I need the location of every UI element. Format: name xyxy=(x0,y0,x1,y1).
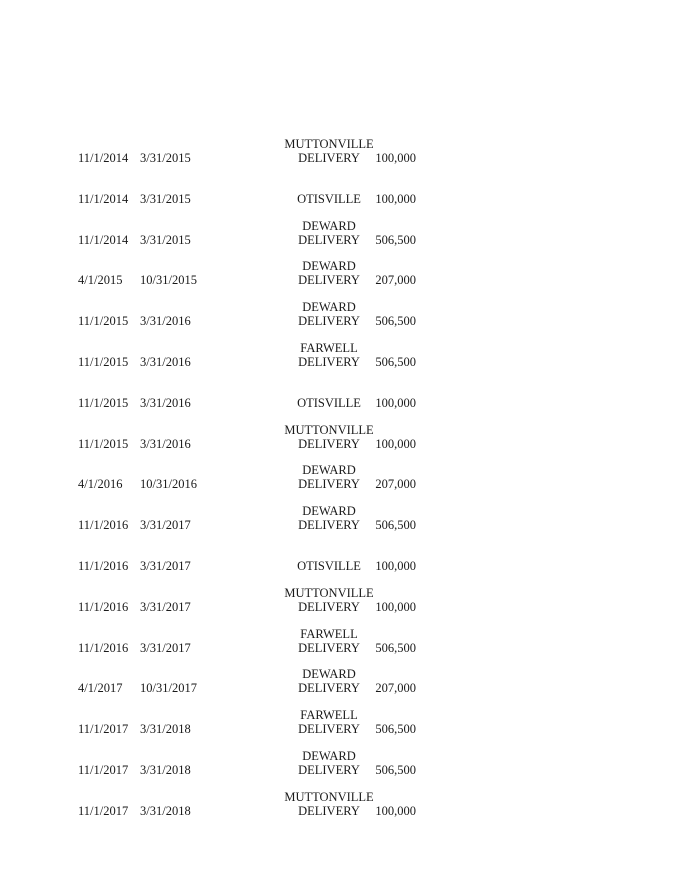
quantity: 506,500 xyxy=(375,763,416,777)
location-line: FARWELL xyxy=(300,341,358,355)
end-date: 3/31/2016 xyxy=(140,314,191,329)
quantity: 207,000 xyxy=(375,477,416,492)
location-line: DEWARD xyxy=(302,667,356,682)
start-date: 11/1/2015 xyxy=(78,436,129,451)
location-line: MUTTONVILLE xyxy=(284,422,374,437)
location-line: MUTTONVILLE xyxy=(284,585,374,600)
table-row xyxy=(0,411,680,451)
start-date: 11/1/2014 xyxy=(78,232,129,247)
start-date: 11/1/2014 xyxy=(78,191,129,206)
location-line: DEWARD xyxy=(302,218,356,233)
end-date: 3/31/2016 xyxy=(140,395,191,410)
quantity: 100,000 xyxy=(375,191,416,206)
end-date: 10/31/2016 xyxy=(140,477,197,492)
end-date: 10/31/2015 xyxy=(140,273,197,288)
location-line: DEWARD xyxy=(302,749,356,763)
start-date: 4/1/2017 xyxy=(78,681,123,696)
quantity: 207,000 xyxy=(375,273,416,288)
quantity: 100,000 xyxy=(375,151,416,165)
end-date: 3/31/2018 xyxy=(140,803,191,818)
start-date: 11/1/2017 xyxy=(78,803,129,818)
quantity: 506,500 xyxy=(375,314,416,329)
quantity: 506,500 xyxy=(375,355,416,369)
start-date: 11/1/2015 xyxy=(78,395,129,410)
location-line: DELIVERY xyxy=(298,232,360,247)
quantity: 506,500 xyxy=(375,722,416,737)
location-line: DEWARD xyxy=(302,300,356,315)
location-line: OTISVILLE xyxy=(297,559,361,573)
quantity: 100,000 xyxy=(375,395,416,410)
end-date: 10/31/2017 xyxy=(140,681,197,696)
table-row xyxy=(0,696,680,736)
table-row xyxy=(0,370,680,410)
start-date: 11/1/2016 xyxy=(78,559,129,573)
location-line: DELIVERY xyxy=(298,273,360,288)
quantity: 506,500 xyxy=(375,518,416,533)
table-row xyxy=(0,492,680,532)
start-date: 11/1/2016 xyxy=(78,640,129,655)
location-line: DELIVERY xyxy=(298,314,360,329)
table-row xyxy=(0,778,680,818)
end-date: 3/31/2018 xyxy=(140,763,191,777)
start-date: 11/1/2017 xyxy=(78,763,129,777)
location-line: MUTTONVILLE xyxy=(284,789,374,804)
table-row xyxy=(0,737,680,777)
quantity: 100,000 xyxy=(375,599,416,614)
table-row xyxy=(0,247,680,287)
table-row xyxy=(0,288,680,328)
quantity: 506,500 xyxy=(375,640,416,655)
end-date: 3/31/2018 xyxy=(140,722,191,737)
table-row xyxy=(0,125,680,165)
start-date: 11/1/2015 xyxy=(78,314,129,329)
location-line: DELIVERY xyxy=(298,763,360,777)
end-date: 3/31/2015 xyxy=(140,151,191,165)
table-row xyxy=(0,207,680,247)
end-date: 3/31/2017 xyxy=(140,599,191,614)
location-line: DELIVERY xyxy=(298,436,360,451)
quantity: 506,500 xyxy=(375,232,416,247)
quantity: 100,000 xyxy=(375,559,416,573)
end-date: 3/31/2016 xyxy=(140,436,191,451)
location-line: FARWELL xyxy=(300,708,358,723)
start-date: 11/1/2014 xyxy=(78,151,129,165)
location-line: MUTTONVILLE xyxy=(284,137,374,151)
location-line: OTISVILLE xyxy=(297,191,361,206)
quantity: 100,000 xyxy=(375,803,416,818)
location-line: DELIVERY xyxy=(298,518,360,533)
location-line: DELIVERY xyxy=(298,722,360,737)
location-line: DEWARD xyxy=(302,463,356,478)
start-date: 4/1/2015 xyxy=(78,273,123,288)
start-date: 11/1/2016 xyxy=(78,518,129,533)
location-line: DEWARD xyxy=(302,504,356,519)
location-line: DEWARD xyxy=(302,259,356,274)
table-row xyxy=(0,533,680,573)
end-date: 3/31/2015 xyxy=(140,191,191,206)
table-row xyxy=(0,655,680,695)
location-line: DELIVERY xyxy=(298,681,360,696)
end-date: 3/31/2017 xyxy=(140,640,191,655)
location-line: DELIVERY xyxy=(298,355,360,369)
end-date: 3/31/2017 xyxy=(140,559,191,573)
end-date: 3/31/2015 xyxy=(140,232,191,247)
location-line: FARWELL xyxy=(300,626,358,641)
end-date: 3/31/2016 xyxy=(140,355,191,369)
table-row xyxy=(0,574,680,614)
location-line: DELIVERY xyxy=(298,599,360,614)
quantity: 100,000 xyxy=(375,436,416,451)
table-row xyxy=(0,329,680,369)
start-date: 11/1/2016 xyxy=(78,599,129,614)
location-line: DELIVERY xyxy=(298,477,360,492)
table-row xyxy=(0,451,680,491)
location-line: DELIVERY xyxy=(298,151,360,165)
end-date: 3/31/2017 xyxy=(140,518,191,533)
location-line: DELIVERY xyxy=(298,803,360,818)
quantity: 207,000 xyxy=(375,681,416,696)
start-date: 4/1/2016 xyxy=(78,477,123,492)
start-date: 11/1/2017 xyxy=(78,722,129,737)
start-date: 11/1/2015 xyxy=(78,355,129,369)
table-row xyxy=(0,615,680,655)
location-line: DELIVERY xyxy=(298,640,360,655)
location-line: OTISVILLE xyxy=(297,395,361,410)
table-row xyxy=(0,166,680,206)
